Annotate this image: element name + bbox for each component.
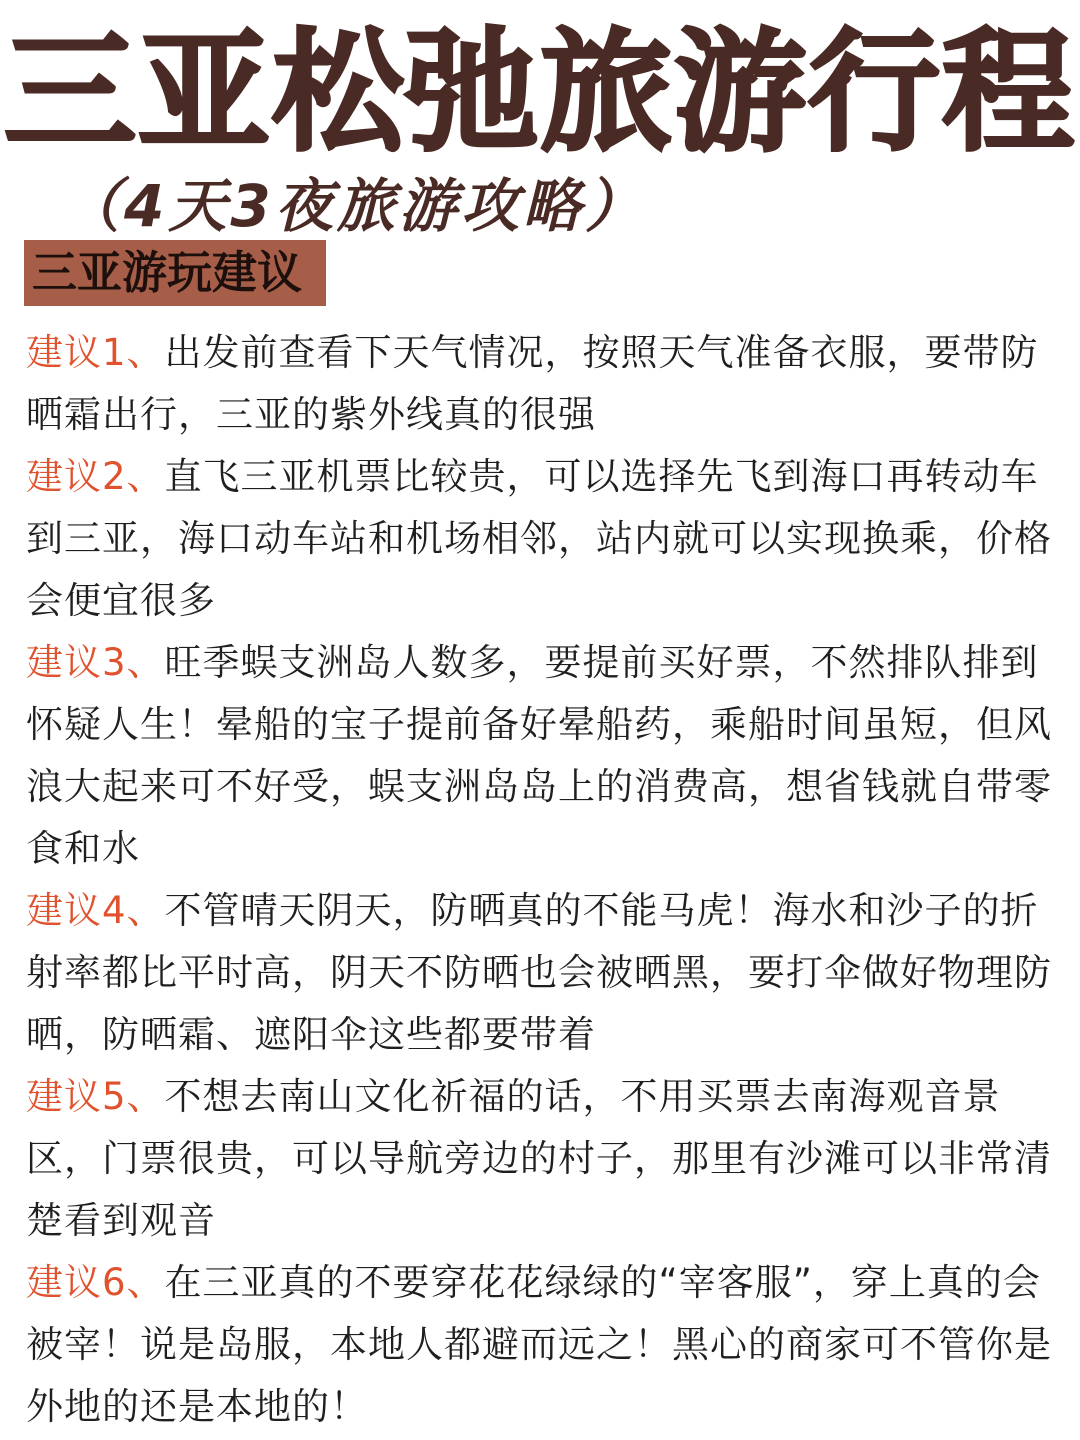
- tip-text: 直飞三亚机票比较贵，可以选择先飞到海口再转动车到三亚，海口动车站和机场相邻，站内就可以实现换乘，价格会便宜很多: [26, 455, 1052, 622]
- tip-label: 建议1、: [26, 331, 165, 374]
- tip-item-3: [26, 632, 1056, 880]
- tip-text: 不管晴天阴天，防晒真的不能马虎！海水和沙子的折射率都比平时高，阴天不防晒也会被晒黑，要打伞做好物理防晒，防晒霜、遮阳伞这些都要带着: [26, 889, 1052, 1056]
- page-subtitle: （4天3夜旅游攻略）: [62, 172, 647, 240]
- page-title: 三亚松弛旅游行程: [4, 16, 1076, 170]
- tip-item-6: [26, 1252, 1056, 1438]
- tip-text: 在三亚真的不要穿花花绿绿的“宰客服”，穿上真的会被宰！说是岛服，本地人都避而远之！黑心的商家可不管你是外地的还是本地的！: [26, 1261, 1052, 1428]
- tip-text: 出发前查看下天气情况，按照天气准备衣服，要带防晒霜出行，三亚的紫外线真的很强: [26, 331, 1039, 436]
- section-heading: 三亚游玩建议: [24, 240, 326, 306]
- tip-label: 建议6、: [26, 1261, 165, 1304]
- tip-label: 建议2、: [26, 455, 165, 498]
- tip-label: 建议4、: [26, 889, 165, 932]
- tip-item-1: [26, 322, 1056, 446]
- tip-item-2: [26, 446, 1056, 632]
- tip-text: 不想去南山文化祈福的话，不用买票去南海观音景区，门票很贵，可以导航旁边的村子，那里有沙滩可以非常清楚看到观音: [26, 1075, 1052, 1242]
- tip-item-4: [26, 880, 1056, 1066]
- tip-item-5: [26, 1066, 1056, 1252]
- tip-text: 旺季蜈支洲岛人数多，要提前买好票，不然排队排到怀疑人生！晕船的宝子提前备好晕船药，乘船时间虽短，但风浪大起来可不好受，蜈支洲岛岛上的消费高，想省钱就自带零食和水: [26, 641, 1052, 870]
- tips-list: [26, 322, 1056, 1438]
- tip-label: 建议3、: [26, 641, 165, 684]
- tip-label: 建议5、: [26, 1075, 165, 1118]
